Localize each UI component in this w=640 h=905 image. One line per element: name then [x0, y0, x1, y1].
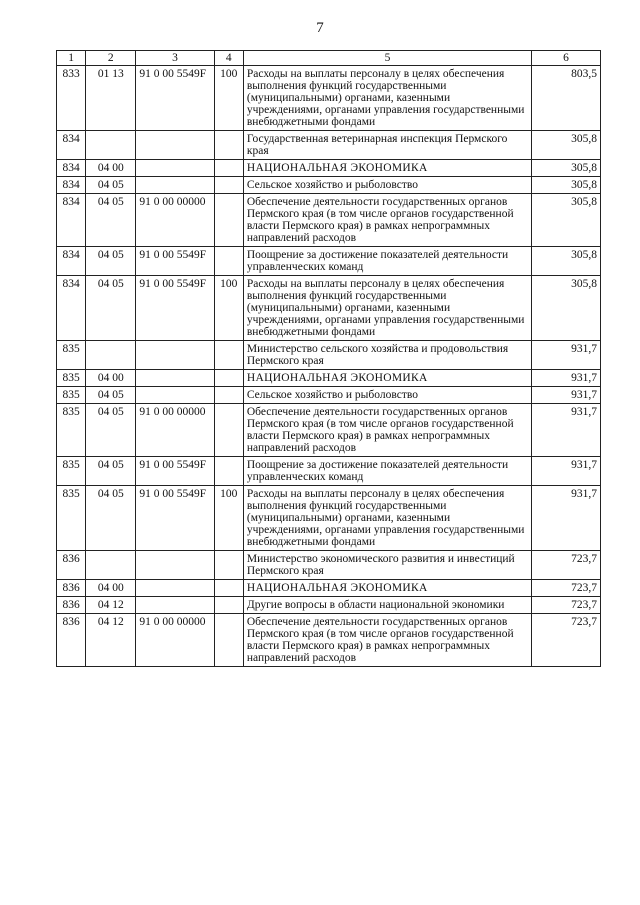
table-row: [57, 551, 601, 580]
column-header-4: 4: [214, 51, 243, 66]
table-row: [57, 247, 601, 276]
table-body: [57, 66, 601, 667]
amount-cell: 931,7: [532, 387, 601, 404]
ministry-code-cell: 834: [57, 160, 86, 177]
column-header-1: 1: [57, 51, 86, 66]
ministry-code-cell: 833: [57, 66, 86, 131]
expense-type-cell: [214, 247, 243, 276]
table-row: [57, 486, 601, 551]
ministry-code-cell: 836: [57, 597, 86, 614]
description-cell: НАЦИОНАЛЬНАЯ ЭКОНОМИКА: [243, 580, 531, 597]
description-cell: Обеспечение деятельности государственных органов Пермского края (в том числе органов государственной власти Пермского края) в рамках непрограммных направлений расходов: [243, 194, 531, 247]
budget-table: [56, 50, 601, 667]
ministry-code-cell: 834: [57, 276, 86, 341]
ministry-code-cell: 834: [57, 177, 86, 194]
expense-type-cell: [214, 597, 243, 614]
page-number: 7: [316, 20, 324, 36]
amount-cell: 305,8: [532, 177, 601, 194]
expense-type-cell: [214, 614, 243, 667]
ministry-code-cell: 834: [57, 131, 86, 160]
section-code-cell: 04 05: [86, 387, 136, 404]
ministry-code-cell: 835: [57, 486, 86, 551]
table-row: [57, 580, 601, 597]
ministry-code-cell: 835: [57, 457, 86, 486]
ministry-code-cell: 836: [57, 580, 86, 597]
ministry-code-cell: 836: [57, 614, 86, 667]
section-code-cell: 04 00: [86, 370, 136, 387]
description-cell: Государственная ветеринарная инспекция Пермского края: [243, 131, 531, 160]
target-article-cell: 91 0 00 5549F: [136, 247, 214, 276]
amount-cell: 931,7: [532, 370, 601, 387]
target-article-cell: [136, 580, 214, 597]
section-code-cell: 04 05: [86, 486, 136, 551]
column-header-5: 5: [243, 51, 531, 66]
expense-type-cell: [214, 551, 243, 580]
description-cell: Обеспечение деятельности государственных органов Пермского края (в том числе органов государственной власти Пермского края) в рамках непрограммных направлений расходов: [243, 404, 531, 457]
ministry-code-cell: 834: [57, 194, 86, 247]
description-cell: Расходы на выплаты персоналу в целях обеспечения выполнения функций государственными (муниципальными) органами, казенными учреждениями, органами управления государственными внебюджетными фондами: [243, 486, 531, 551]
column-header-3: 3: [136, 51, 214, 66]
target-article-cell: [136, 387, 214, 404]
table-row: [57, 160, 601, 177]
target-article-cell: 91 0 00 00000: [136, 614, 214, 667]
table-row: [57, 387, 601, 404]
ministry-code-cell: 835: [57, 387, 86, 404]
target-article-cell: [136, 160, 214, 177]
section-code-cell: 04 12: [86, 597, 136, 614]
amount-cell: 305,8: [532, 160, 601, 177]
expense-type-cell: 100: [214, 66, 243, 131]
amount-cell: 723,7: [532, 580, 601, 597]
target-article-cell: [136, 370, 214, 387]
column-header-2: 2: [86, 51, 136, 66]
target-article-cell: 91 0 00 5549F: [136, 486, 214, 551]
section-code-cell: [86, 341, 136, 370]
ministry-code-cell: 835: [57, 341, 86, 370]
section-code-cell: 04 12: [86, 614, 136, 667]
expense-type-cell: [214, 580, 243, 597]
amount-cell: 305,8: [532, 276, 601, 341]
section-code-cell: 04 05: [86, 276, 136, 341]
table-row: [57, 370, 601, 387]
amount-cell: 723,7: [532, 614, 601, 667]
ministry-code-cell: 835: [57, 370, 86, 387]
table-row: [57, 276, 601, 341]
target-article-cell: [136, 131, 214, 160]
expense-type-cell: [214, 131, 243, 160]
description-cell: Министерство экономического развития и инвестиций Пермского края: [243, 551, 531, 580]
header-row: [57, 51, 601, 66]
ministry-code-cell: 834: [57, 247, 86, 276]
expense-type-cell: [214, 457, 243, 486]
table-row: [57, 66, 601, 131]
section-code-cell: 04 05: [86, 247, 136, 276]
ministry-code-cell: 836: [57, 551, 86, 580]
table-row: [57, 177, 601, 194]
target-article-cell: 91 0 00 5549F: [136, 276, 214, 341]
section-code-cell: 04 00: [86, 580, 136, 597]
description-cell: Министерство сельского хозяйства и продовольствия Пермского края: [243, 341, 531, 370]
amount-cell: 723,7: [532, 597, 601, 614]
amount-cell: 931,7: [532, 341, 601, 370]
section-code-cell: [86, 551, 136, 580]
description-cell: Сельское хозяйство и рыболовство: [243, 387, 531, 404]
amount-cell: 931,7: [532, 404, 601, 457]
target-article-cell: 91 0 00 5549F: [136, 66, 214, 131]
section-code-cell: 04 05: [86, 404, 136, 457]
target-article-cell: [136, 177, 214, 194]
target-article-cell: 91 0 00 5549F: [136, 457, 214, 486]
amount-cell: 931,7: [532, 457, 601, 486]
description-cell: НАЦИОНАЛЬНАЯ ЭКОНОМИКА: [243, 160, 531, 177]
section-code-cell: 04 05: [86, 177, 136, 194]
description-cell: Поощрение за достижение показателей деятельности управленческих команд: [243, 247, 531, 276]
description-cell: Расходы на выплаты персоналу в целях обеспечения выполнения функций государственными (муниципальными) органами, казенными учреждениями, органами управления государственными внебюджетными фондами: [243, 276, 531, 341]
section-code-cell: 04 00: [86, 160, 136, 177]
section-code-cell: 04 05: [86, 194, 136, 247]
expense-type-cell: [214, 194, 243, 247]
table-row: [57, 194, 601, 247]
table-row: [57, 597, 601, 614]
description-cell: Сельское хозяйство и рыболовство: [243, 177, 531, 194]
target-article-cell: [136, 341, 214, 370]
description-cell: Обеспечение деятельности государственных органов Пермского края (в том числе органов государственной власти Пермского края) в рамках непрограммных направлений расходов: [243, 614, 531, 667]
description-cell: Расходы на выплаты персоналу в целях обеспечения выполнения функций государственными (муниципальными) органами, казенными учреждениями, органами управления государственными внебюджетными фондами: [243, 66, 531, 131]
description-cell: НАЦИОНАЛЬНАЯ ЭКОНОМИКА: [243, 370, 531, 387]
description-cell: Поощрение за достижение показателей деятельности управленческих команд: [243, 457, 531, 486]
table-row: [57, 341, 601, 370]
section-code-cell: 01 13: [86, 66, 136, 131]
expense-type-cell: [214, 160, 243, 177]
table-row: [57, 404, 601, 457]
target-article-cell: 91 0 00 00000: [136, 404, 214, 457]
expense-type-cell: [214, 177, 243, 194]
amount-cell: 305,8: [532, 247, 601, 276]
amount-cell: 803,5: [532, 66, 601, 131]
expense-type-cell: [214, 370, 243, 387]
amount-cell: 931,7: [532, 486, 601, 551]
target-article-cell: [136, 551, 214, 580]
amount-cell: 305,8: [532, 131, 601, 160]
table-row: [57, 457, 601, 486]
section-code-cell: 04 05: [86, 457, 136, 486]
expense-type-cell: [214, 404, 243, 457]
amount-cell: 305,8: [532, 194, 601, 247]
expense-type-cell: [214, 341, 243, 370]
table-row: [57, 614, 601, 667]
target-article-cell: 91 0 00 00000: [136, 194, 214, 247]
ministry-code-cell: 835: [57, 404, 86, 457]
expense-type-cell: 100: [214, 276, 243, 341]
description-cell: Другие вопросы в области национальной экономики: [243, 597, 531, 614]
expense-type-cell: [214, 387, 243, 404]
target-article-cell: [136, 597, 214, 614]
amount-cell: 723,7: [532, 551, 601, 580]
table-header: [57, 51, 601, 66]
expense-type-cell: 100: [214, 486, 243, 551]
section-code-cell: [86, 131, 136, 160]
table-row: [57, 131, 601, 160]
column-header-6: 6: [532, 51, 601, 66]
